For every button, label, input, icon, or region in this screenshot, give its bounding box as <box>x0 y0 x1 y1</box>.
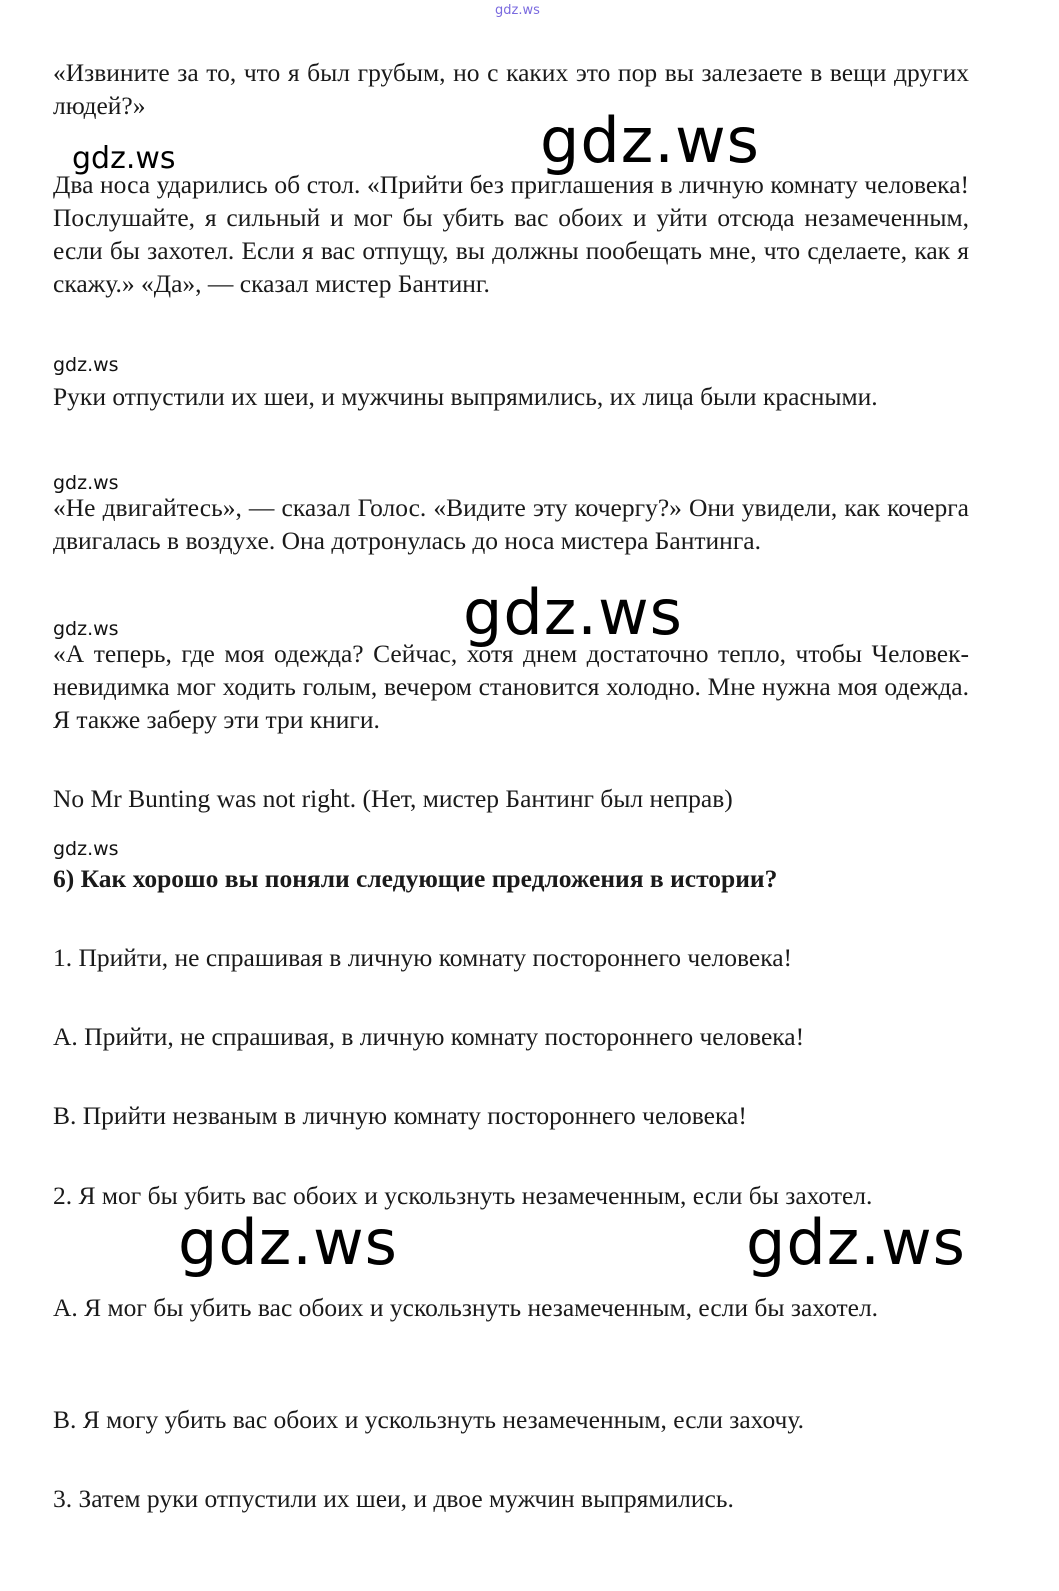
watermark-large: gdz.ws <box>746 1206 966 1279</box>
question-3: 3. Затем руки отпустили их шеи, и двое мужчин выпрямились. <box>53 1484 734 1513</box>
question-2: 2. Я мог бы убить вас обоих и ускользнуть незамеченным, если бы захотел. <box>53 1181 873 1210</box>
paragraph-clothes: «А теперь, где моя одежда? Сейчас, хотя днем достаточно тепло, чтобы Человек-невидимка мог ходить голым, вечером становится холодно. Мне нужна моя одежда. Я также заберу эти три книги. <box>53 639 969 734</box>
watermark-large: gdz.ws <box>178 1206 398 1279</box>
watermark-top: gdz.ws <box>495 3 540 18</box>
watermark-small: gdz.ws <box>53 472 119 494</box>
paragraph-poker: «Не двигайтесь», — сказал Голос. «Видите эту кочергу?» Они увидели, как кочерга двигалась в воздухе. Она дотронулась до носа мистера Бантинга. <box>53 493 969 555</box>
watermark-large: gdz.ws <box>540 104 760 177</box>
paragraph-noses: Два носа ударились об стол. «Прийти без приглашения в личную комнату человека! Послушайте, я сильный и мог бы убить вас обоих и уйти отсюда незамеченным, если бы захотел. Если я вас отпущу, вы должны пообещать мне, что сделаете, как я скажу.» «Да», — сказал мистер Бантинг. <box>53 170 969 298</box>
section-heading: 6) Как хорошо вы поняли следующие предложения в истории? <box>53 864 778 893</box>
option-1b: B. Прийти незваным в личную комнату постороннего человека! <box>53 1101 747 1130</box>
answer-line: No Mr Bunting was not right. (Нет, мистер Бантинг был неправ) <box>53 784 733 813</box>
option-1a: A. Прийти, не спрашивая, в личную комнату постороннего человека! <box>53 1022 805 1051</box>
paragraph-hands: Руки отпустили их шеи, и мужчины выпрямились, их лица были красными. <box>53 382 878 411</box>
paragraph-apology: «Извините за то, что я был грубым, но с каких это пор вы залезаете в вещи других людей?» <box>53 58 969 120</box>
option-2b: B. Я могу убить вас обоих и ускользнуть незамеченным, если захочу. <box>53 1405 804 1434</box>
watermark-small: gdz.ws <box>53 618 119 640</box>
question-1: 1. Прийти, не спрашивая в личную комнату постороннего человека! <box>53 943 793 972</box>
option-2a: A. Я мог бы убить вас обоих и ускользнуть незамеченным, если бы захотел. <box>53 1293 879 1322</box>
watermark-small: gdz.ws <box>53 354 119 376</box>
watermark-medium: gdz.ws <box>72 141 176 176</box>
watermark-large: gdz.ws <box>463 576 683 649</box>
watermark-small: gdz.ws <box>53 838 119 860</box>
